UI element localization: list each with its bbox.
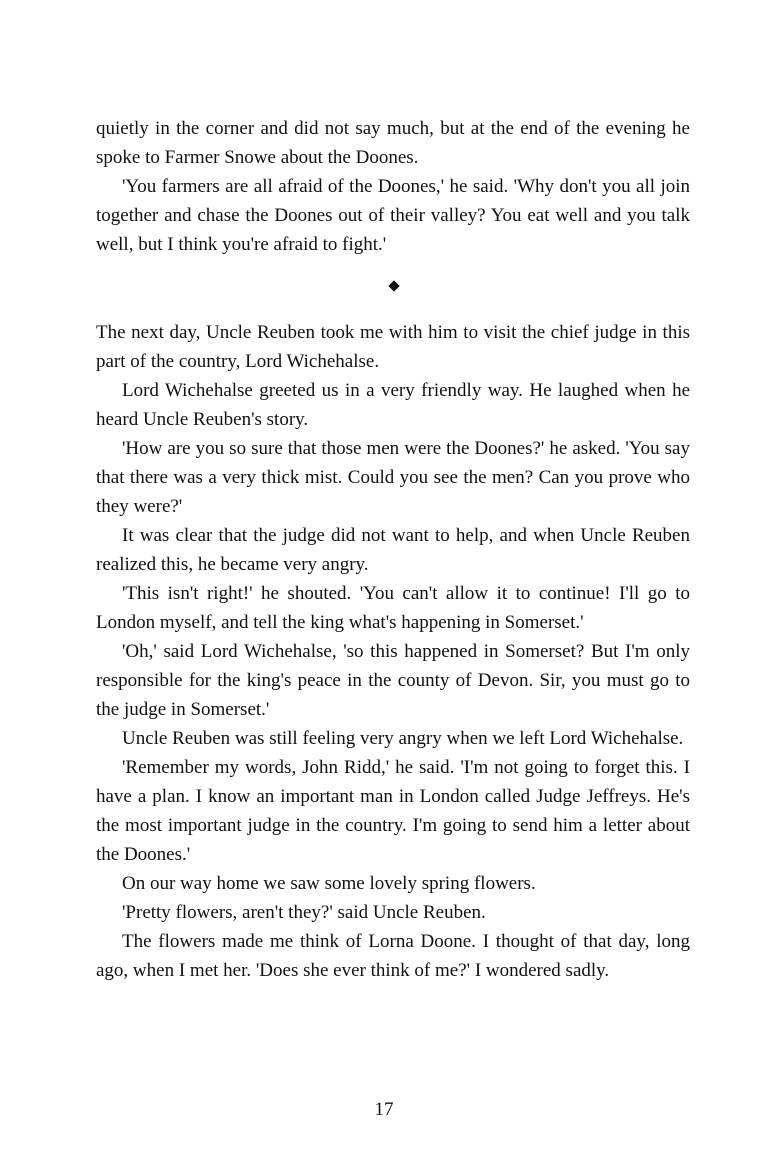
paragraph: The flowers made me think of Lorna Doone. I thought of that day, long ago, when I met her. 'Does she ever think of me?' I wondered sadly. xyxy=(96,931,690,981)
paragraph: 'Pretty flowers, aren't they?' said Uncle Reuben. xyxy=(122,902,486,923)
section-separator-diamond xyxy=(388,280,399,291)
paragraph: quietly in the corner and did not say much, but at the end of the evening he spoke to Farmer Snowe about the Doones. xyxy=(96,118,690,168)
text-block-bottom xyxy=(96,318,690,985)
paragraph: 'This isn't right!' he shouted. 'You can't allow it to continue! I'll go to London myself, and tell the king what's happening in Somerset.' xyxy=(96,583,690,633)
paragraph: 'Oh,' said Lord Wichehalse, 'so this happened in Somerset? But I'm only responsible for the king's peace in the county of Devon. Sir, you must go to the judge in Somerset.' xyxy=(96,641,690,720)
paragraph: On our way home we saw some lovely spring flowers. xyxy=(122,873,536,894)
paragraph: The next day, Uncle Reuben took me with him to visit the chief judge in this part of the country, Lord Wichehalse. xyxy=(96,322,690,372)
paragraph: 'How are you so sure that those men were the Doones?' he asked. 'You say that there was a very thick mist. Could you see the men? Can you prove who they were?' xyxy=(96,438,690,517)
paragraph: 'Remember my words, John Ridd,' he said. 'I'm not going to forget this. I have a plan. I know an important man in London called Judge Jeffreys. He's the most important judge in the country. I'm going to send him a letter about the Doones.' xyxy=(96,757,690,865)
paragraph: 'You farmers are all afraid of the Doones,' he said. 'Why don't you all join together and chase the Doones out of their valley? You eat well and you talk well, but I think you're afraid to fight.' xyxy=(96,176,690,255)
page-number: 17 xyxy=(374,1099,394,1120)
paragraph: It was clear that the judge did not want to help, and when Uncle Reuben realized this, he became very angry. xyxy=(96,525,690,575)
paragraph: Lord Wichehalse greeted us in a very friendly way. He laughed when he heard Uncle Reuben's story. xyxy=(96,380,690,430)
paragraph: Uncle Reuben was still feeling very angry when we left Lord Wichehalse. xyxy=(122,728,684,749)
text-block-top xyxy=(96,114,690,259)
